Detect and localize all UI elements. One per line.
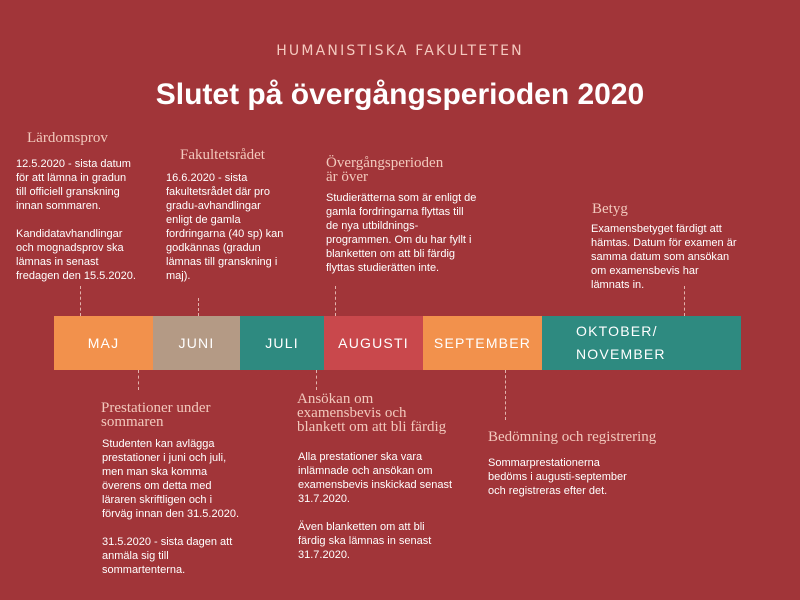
month-augusti — [324, 316, 423, 370]
event-heading: Prestationer under sommaren — [101, 400, 211, 430]
event-heading: Lärdomsprov — [27, 130, 108, 146]
connector-line — [198, 298, 199, 316]
month-september — [423, 316, 542, 370]
event-heading: Fakultetsrådet — [180, 147, 265, 163]
month-label: JULI — [265, 335, 299, 351]
event-heading: Betyg — [592, 201, 628, 217]
connector-line — [138, 370, 139, 390]
month-juli — [240, 316, 324, 370]
month-oktober-november — [542, 316, 741, 370]
event-description: Studierätterna som är enligt de gamla fordringarna flyttas till de nya utbildnings- programmen. Om du har fyllt i blanketten om att bli färdig flyttas studierätten inte. — [326, 192, 477, 274]
connector-line — [316, 370, 317, 390]
month-label: MAJ — [87, 335, 120, 351]
month-label: AUGUSTI — [338, 335, 409, 351]
connector-line — [684, 286, 685, 316]
event-heading: Ansökan om examensbevis och blankett om att bli färdig — [297, 391, 447, 435]
connector-line — [80, 286, 81, 316]
month-maj — [54, 316, 153, 370]
event-description: Alla prestationer ska vara inlämnade och ansökan om examensbevis inskickad senast 31.7.2020. Även blanketten om att bli färdig ska lämnas in senast 31.7.2020. — [298, 451, 453, 561]
connector-line — [335, 286, 336, 316]
event-description: 16.6.2020 - sista fakultetsrådet där pro gradu-avhandlingar enligt de gamla fordringarna (40 sp) kan godkännas (gradun lämnas till granskning i maj). — [166, 172, 284, 282]
faculty-name: HUMANISTISKA FAKULTETEN — [276, 43, 524, 59]
month-label: JUNI — [178, 335, 215, 351]
event-description: Examensbetyget färdigt att hämtas. Datum för examen är samma datum som ansökan om examensbevis har lämnats in. — [591, 223, 737, 291]
event-description: Sommarprestationerna bedöms i augusti-september och registreras efter det. — [488, 457, 627, 497]
month-label: OKTOBER/ NOVEMBER — [576, 323, 666, 362]
event-heading: Övergångsperioden är över — [326, 155, 444, 185]
connector-line — [505, 370, 506, 420]
event-description: Studenten kan avlägga prestationer i juni och juli, men man ska komma överens om detta med läraren skriftligen och i förväg innan den 31.5.2020. 31.5.2020 - sista dagen att anmäla sig till sommartenterna. — [102, 438, 240, 576]
month-juni — [153, 316, 240, 370]
page-title: Slutet på övergångsperioden 2020 — [155, 78, 645, 111]
event-description: 12.5.2020 - sista datum för att lämna in gradun till officiell granskning innan sommaren. Kandidatavhandlingar och mognadsprov ska lämnas in senast fredagen den 15.5.2020. — [16, 158, 136, 282]
event-heading: Bedömning och registrering — [488, 429, 657, 445]
month-label: SEPTEMBER — [433, 335, 532, 351]
